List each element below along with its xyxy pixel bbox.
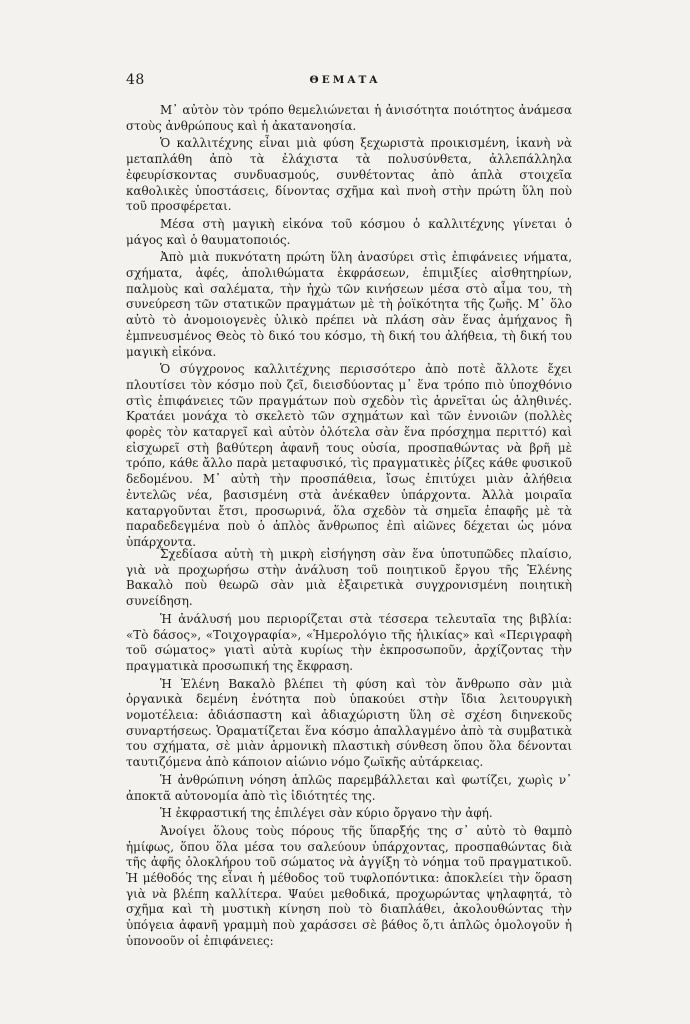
paragraph: Ἀνοίγει ὅλους τοὺς πόρους τῆς ὕπαρξής της σ᾽ αὐτὸ τὸ θαμπὸ ἡμίφως, ὅπου ὅλα μέσα του σαλεύουν ὑπάρχοντας, προσπαθώντας διὰ τῆς ἀφῆς ὁλοκλήρου τοῦ σώματος νὰ ἀγγίξη τὸ νόημα τοῦ πραγματικοῦ. Ἡ μέθοδός της εἶναι ἡ μέθοδος τοῦ τυφλοπόντικα: ἀποκλείει τὴν ὅραση γιὰ νὰ βλέπη καλλίτερα. Ψαύει μεθοδικά, προχωρώντας ψηλαφητά, τὸ σχῆμα καὶ τὴ μυστικὴ κίνηση ποὺ τὸ διαπλάθει, ἀκολουθώντας τὴν ὑπόγεια ἀφανῆ γραμμὴ ποὺ χαράσσει σὲ βάθος ὅ,τι ἁπλῶς ὁμολογοῦν ἡ ὑπονοοῦν οἱ ἐπιφάνειες: (126, 823, 572, 948)
paragraph: Ὁ σύγχρονος καλλιτέχνης περισσότερο ἀπὸ ποτὲ ἄλλοτε ἔχει πλουτίσει τὸν κόσμο ποὺ ζεῖ, διεισδύοντας μ᾽ ἕνα τρόπο πιὸ ὑποχθόνιο στὶς ἐπιφάνειες τῶν πραγμάτων ποὺ σχεδὸν τὶς ἀρνεῖται ὡς ἀληθινές. Κρατάει μονάχα τὸ σκελετὸ τῶν σχημάτων καὶ τῶν ἐννοιῶν (πολλὲς φορὲς τὸν καταργεῖ καὶ αὐτὸν ὁλότελα σὰν ἕνα πρόσχημα περιττό) καὶ εἰσχωρεῖ στὴ βαθύτερη ἀφανῆ τους οὐσία, προσπαθώντας νὰ βρῆ μὲ τρόπο, κάθε ἄλλο παρὰ μεταφυσικό, τὶς πραγματικὲς ῥίζες κάθε φυσικοῦ δεδομένου. Μ᾽ αὐτὴ τὴν προσπάθεια, ἴσως ἐπιτύχει μιὰν ἀλήθεια ἐντελῶς νέα, βασισμένη στὰ ἀνέκαθεν ὑπάρχοντα. Ἀλλὰ μοιραῖα καταργοῦνται ἔτσι, προσωρινά, ὅλα σχεδὸν τὰ σημεῖα ἐπαφῆς μὲ τὰ παραδεδεγμένα ποὺ ὁ ἁπλὸς ἄνθρωπος ἐπὶ αἰῶνες δέχεται ὡς μόνα ὑπάρχοντα. (126, 362, 572, 549)
page-number: 48 (126, 72, 145, 88)
section-2-text (126, 547, 572, 952)
paragraph: Ὁ καλλιτέχνης εἶναι μιὰ φύση ξεχωριστὰ προικισμένη, ἱκανὴ νὰ μεταπλάθη ἀπὸ τὰ ἐλάχιστα τὰ πολυσύνθετα, ἀλλεπάλληλα ἐφευρίσκοντας συνδυασμούς, συνθέτοντας ἀπὸ ἁπλὰ στοιχεῖα καθολικὲς ὑποστάσεις, δίνοντας σχῆμα καὶ πνοὴ στὴν πρώτη ὕλη ποὺ τοῦ προσφέρεται. (126, 136, 572, 214)
paragraph: Ἀπὸ μιὰ πυκνότατη πρώτη ὕλη ἀνασύρει στὶς ἐπιφάνειες νήματα, σχήματα, ἀφές, ἀπολιθώματα ἐκφράσεων, ἐπιμιξίες αἰσθητηρίων, παλμοὺς καὶ σαλέματα, τὴν ἠχὼ τῶν κινήσεων μέσα στὸ αἷμα του, τὴ συνεύρεση τῶν στατικῶν πραγμάτων μὲ τὴ ῥοϊκότητα τῆς ζωῆς. Μ᾽ ὅλο αὐτὸ τὸ ἀνομοιογενὲς ὑλικὸ πρέπει νὰ πλάση σὰν ἕνας ἀμήχανος ἢ ἐμπνευσμένος Θεὸς τὸ δικό του κόσμο, τὴ δική του ἀλήθεια, τὴ δική του μαγικὴ εἰκόνα. (126, 250, 572, 359)
section-1-text (126, 103, 572, 553)
paragraph: Ἡ ἀνάλυσή μου περιορίζεται στὰ τέσσερα τελευταῖα της βιβλία: «Τὸ δάσος», «Τοιχογραφία», «Ἡμερολόγιο τῆς ἡλικίας» καὶ «Περιγραφὴ τοῦ σώματος» γιατὶ αὐτὰ κυρίως τὴν ἐκπροσωποῦν, ἀρχίζοντας τὴν πραγματικὰ προσωπική της ἔκφραση. (126, 611, 572, 673)
paragraph: Ἡ Ἑλένη Βακαλὸ βλέπει τὴ φύση καὶ τὸν ἄνθρωπο σὰν μιὰ ὀργανικὰ δεμένη ἑνότητα ποὺ ὑπακούει στὴν ἴδια λειτουργικὴ νομοτέλεια: ἀδιάσπαστη καὶ ἀδιαχώριστη ὕλη σὲ σχέση διηνεκοῦς συναρτήσεως. Ὁραματίζεται ἕνα κόσμο ἀπαλλαγμένο ἀπὸ τὰ συμβατικὰ του σχήματα, σὲ μιὰν ἁρμονικὴ πλαστικὴ σύνθεση ὅπου ὅλα δένονται ταυτιζόμενα ἀπὸ κάποιον αἰώνιο νόμο ζωϊκῆς αὐτάρκειας. (126, 676, 572, 770)
paragraph: Μ᾽ αὐτὸν τὸν τρόπο θεμελιώνεται ἡ ἀνισότητα ποιότητος ἀνάμεσα στοὺς ἀνθρώπους καὶ ἡ ἀκατανοησία. (126, 103, 572, 133)
page-header (123, 72, 567, 90)
paragraph: Μέσα στὴ μαγικὴ εἰκόνα τοῦ κόσμου ὁ καλλιτέχνης γίνεται ὁ μάγος καὶ ὁ θαυματοποιός. (126, 216, 572, 247)
paragraph: Σχεδίασα αὐτὴ τὴ μικρὴ εἰσήγηση σὰν ἕνα ὑποτυπῶδες πλαίσιο, γιὰ νὰ προχωρήσω στὴν ἀνάλυση τοῦ ποιητικοῦ ἔργου τῆς Ἑλένης Βακαλὸ ποὺ θεωρῶ σὰν μιὰ ἐξαιρετικὰ συγχρονισμένη ποιητικὴ συνείδηση. (126, 547, 572, 609)
running-title: ΘΕΜΑΤΑ (309, 74, 381, 86)
paragraph: Ἡ ἀνθρώπινη νόηση ἁπλῶς παρεμβάλλεται καὶ φωτίζει, χωρὶς ν᾽ ἀποκτᾶ αὐτονομία ἀπὸ τὶς ἰδιότητές της. (126, 772, 572, 803)
paragraph: Ἡ ἐκφραστική της ἐπιλέγει σὰν κύριο ὄργανο τὴν ἀφή. (160, 806, 493, 821)
